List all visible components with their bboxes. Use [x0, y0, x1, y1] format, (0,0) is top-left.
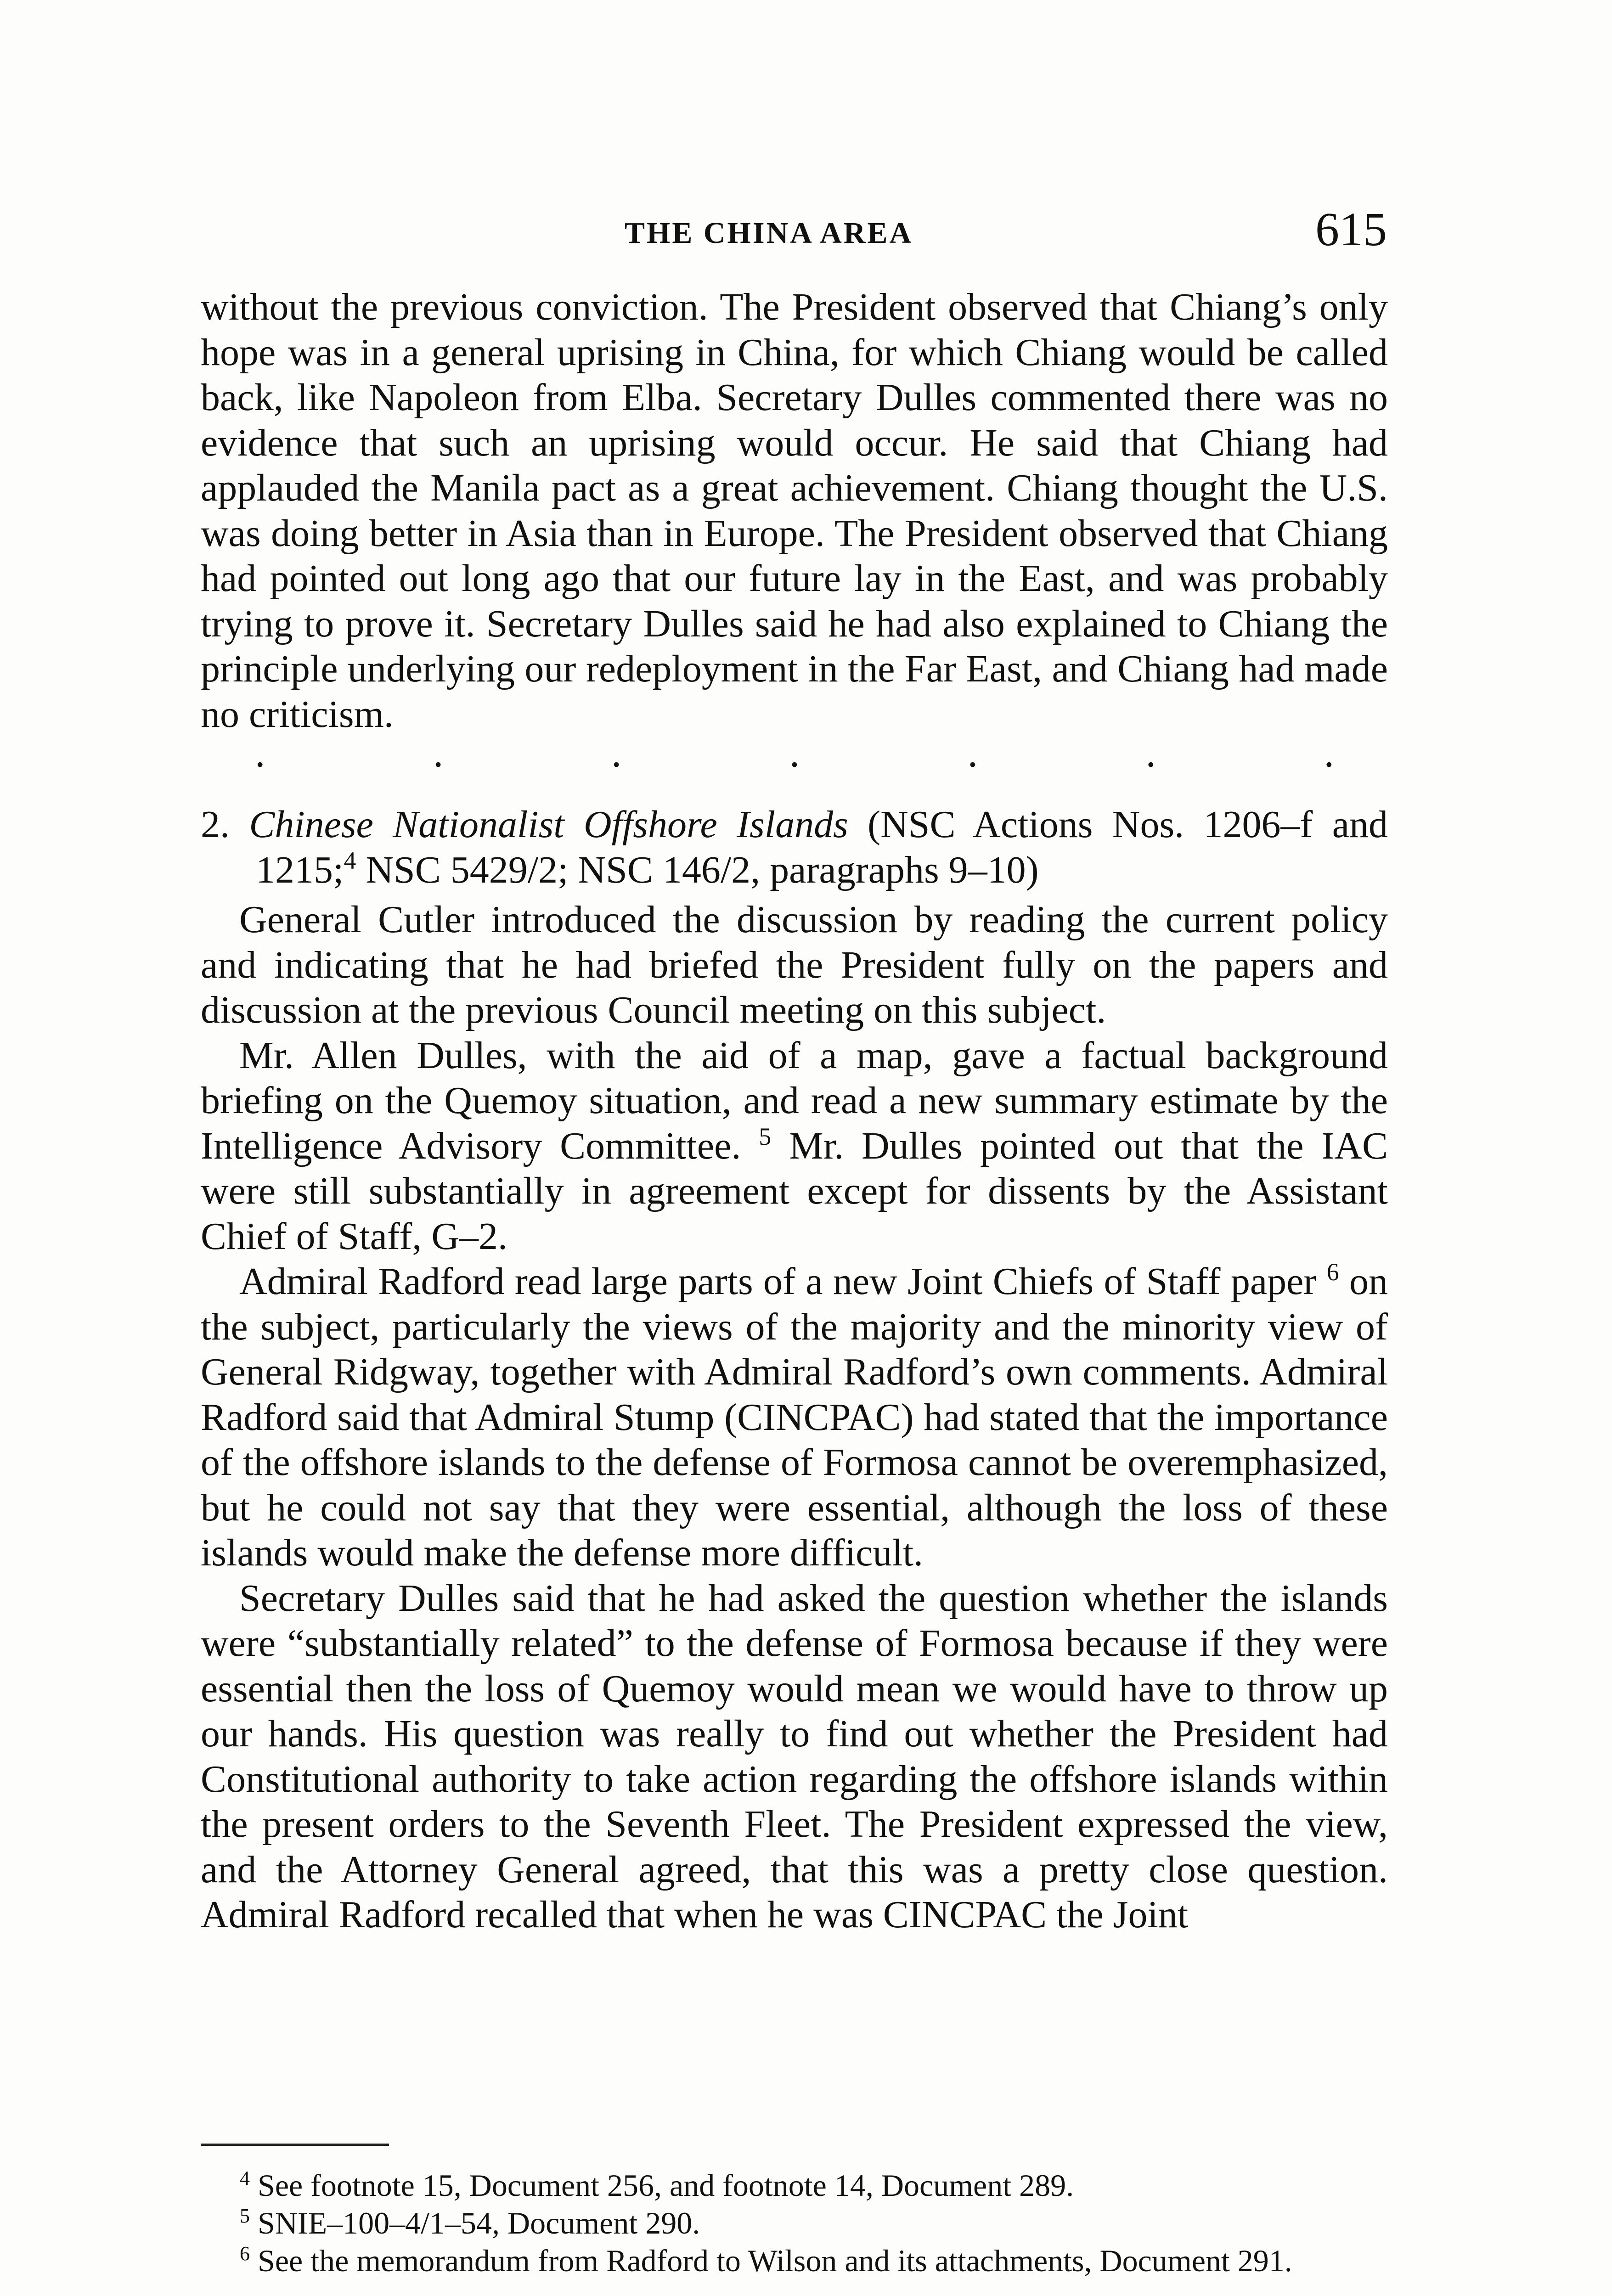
- footnote-mark: 4: [240, 2167, 250, 2189]
- paragraph: Secretary Dulles said that he had asked the question whether the islands were “substantially related” to the defense of Formosa because if they were essential then the loss of Quemoy would mean we would have to throw up our hands. His question was really to find out whether the President had Constitutional authority to take action regarding the offshore islands within the present orders to the Seventh Fleet. The President expressed the view, and the Attorney General agreed, that this was a pretty close question. Admiral Radford recalled that when he was CINCPAC the Joint: [201, 1576, 1388, 1936]
- ellipsis-dot: .: [611, 730, 622, 776]
- section-title: Chinese Nationalist Offshore Islands: [249, 803, 848, 846]
- footnote: [201, 2167, 1388, 2204]
- ellipsis-dot: .: [255, 730, 265, 776]
- paragraph-continuation: without the previous conviction. The President observed that Chiang’s only hope was in a general uprising in China, for which Chiang would be called back, like Napoleon from Elba. Secretary Dulles commented there was no evidence that such an uprising would occur. He said that Chiang had applauded the Manila pact as a great achievement. Chiang thought the U.S. was doing better in Asia than in Europe. The President observed that Chiang had pointed out long ago that our future lay in the East, and was probably trying to prove it. Secretary Dulles said he had also explained to Chiang the principle underlying our redeployment in the Far East, and Chiang had made no criticism.: [201, 286, 1388, 736]
- paragraph: General Cutler introduced the discussion by reading the current policy and indicating that he had briefed the President fully on the papers and discussion at the previous Council meeting on this subject.: [201, 898, 1388, 1031]
- paragraph: [201, 1259, 1388, 1576]
- footnote-ref-6: 6: [1326, 1258, 1339, 1286]
- paragraph-text: Mr. Allen Dulles, with the aid of a map, gave a factual background briefing on the Quemoy situation, and read a new summary estimate by the Intelligence Advisory Committee.: [201, 1034, 1388, 1167]
- footnote-rule: [201, 2144, 389, 2146]
- footnote-text: See footnote 15, Document 256, and footnote 14, Document 289.: [258, 2168, 1074, 2203]
- paragraph-text: Mr. Dulles pointed out that the IAC were still substantially in agreement except for dissents by the Assistant Chief of Staff, G–2.: [201, 1124, 1388, 1258]
- footnote: [201, 2242, 1388, 2279]
- footnote-mark: 5: [240, 2205, 250, 2227]
- paragraph-text: on the subject, particularly the views of the majority and the minority view of General Ridgway, together with Admiral Radford’s own comments. Admiral Radford said that Admiral Stump (CINCPAC) had stated that the importance of the offshore islands to the defense of Formosa cannot be overemphasized, but he could not say that they were essential, although the loss of these islands would make the defense more difficult.: [201, 1260, 1388, 1574]
- section-heading: [201, 802, 1388, 893]
- footnote: [201, 2204, 1388, 2242]
- ellipsis-dot: .: [789, 730, 800, 776]
- paragraph: [201, 1033, 1388, 1260]
- ellipsis-row: [255, 730, 1334, 776]
- ellipsis-dot: .: [1324, 730, 1334, 776]
- ellipsis-dot: .: [967, 730, 978, 776]
- ellipsis-dot: .: [1145, 730, 1156, 776]
- footnote-ref-5: 5: [759, 1122, 772, 1150]
- running-head: THE CHINA AREA: [625, 216, 913, 250]
- footnote-mark: 6: [240, 2242, 250, 2265]
- page-number: 615: [1315, 203, 1387, 256]
- footnote-text: See the memorandum from Radford to Wilson and its attachments, Document 291.: [258, 2243, 1292, 2278]
- section-refs: (NSC Actions Nos. 1206–f and 1215;: [256, 803, 1388, 891]
- section-refs-cont: NSC 5429/2; NSC 146/2, paragraphs 9–10): [366, 848, 1039, 891]
- footnote-text: SNIE–100–4/1–54, Document 290.: [258, 2206, 700, 2240]
- body-text: [201, 285, 1388, 1938]
- paragraph-text: Admiral Radford read large parts of a new Joint Chiefs of Staff paper: [239, 1260, 1317, 1303]
- ellipsis-dot: .: [433, 730, 444, 776]
- footnotes: [201, 2167, 1388, 2279]
- section-number: 2.: [201, 803, 230, 846]
- footnote-ref-4: 4: [344, 846, 356, 874]
